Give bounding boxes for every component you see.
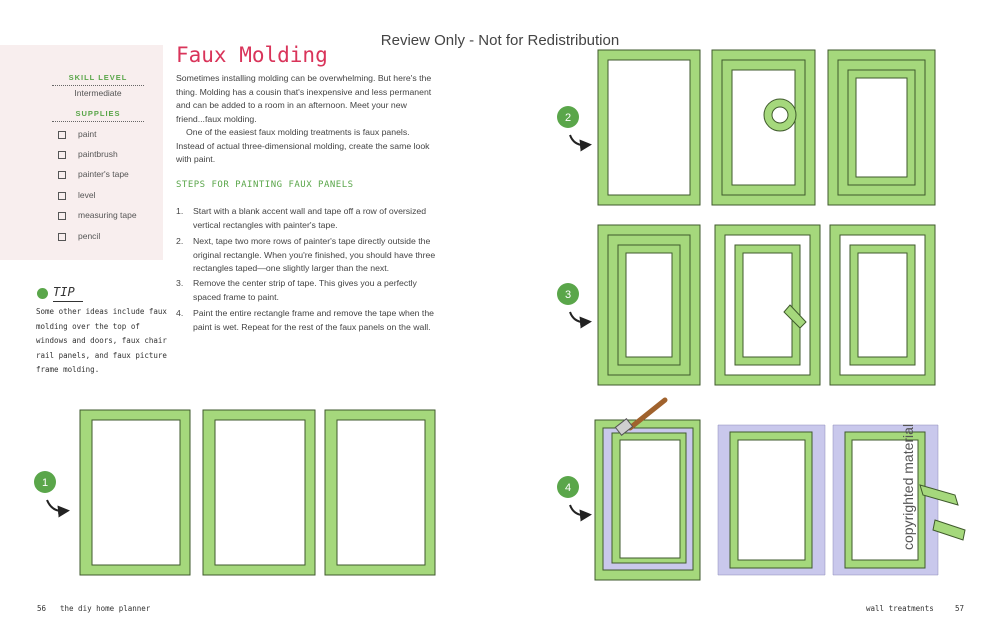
copyright-watermark: copyrighted material	[900, 423, 916, 550]
supply-label: pencil	[78, 231, 101, 241]
step-3-marker	[557, 283, 586, 322]
tape-frame	[203, 410, 315, 575]
step-number: 4.	[176, 308, 184, 318]
arrow-icon	[570, 505, 586, 515]
right-page-number: 57	[955, 604, 965, 613]
arrow-icon	[570, 135, 586, 145]
step-text: Start with a blank accent wall and tape off a row of oversized vertical rectangles with painter's tape.	[193, 206, 427, 230]
supplies-heading: SUPPLIES	[75, 109, 121, 118]
supply-label: measuring tape	[78, 210, 137, 220]
steps-heading: STEPS FOR PAINTING FAUX PANELS	[176, 180, 354, 190]
step-1-frames	[80, 410, 435, 575]
supply-label: paintbrush	[78, 149, 118, 159]
intro-paragraph: Sometimes installing molding can be overwhelming. But here's the thing. Molding has a cousin that's inexpensive and less permanent and can be added to a room in an afternoon. Meet your new friend...faux molding.	[176, 73, 432, 124]
tape-frame	[730, 432, 812, 568]
intro-paragraph: One of the easiest faux molding treatments is faux panels. Instead of actual three-dimensional molding, create the same look with paint.	[176, 127, 430, 164]
tape-frame	[325, 410, 435, 575]
skill-level-value: Intermediate	[74, 88, 122, 98]
tip-text: Some other ideas include faux molding over the top of windows and doors, faux chair rail panels, and faux picture frame molding.	[36, 307, 167, 374]
supply-label: painter's tape	[78, 169, 129, 179]
left-page-number: 56	[37, 604, 47, 613]
step-2-marker	[557, 106, 586, 145]
step-text: Next, tape two more rows of painter's tape directly outside the original rectangle. When you're finished, you should have three rectangles taped—one slightly larger than the next.	[193, 236, 436, 273]
tape-frame	[598, 50, 700, 205]
review-watermark: Review Only - Not for Redistribution	[380, 32, 620, 49]
tip-label: TIP	[53, 285, 75, 299]
right-running-title: wall treatments	[866, 604, 934, 613]
step-3-frames	[598, 225, 935, 385]
page-title: Faux Molding	[176, 43, 328, 67]
tape-roll-icon	[764, 99, 796, 131]
step-4-marker	[557, 476, 586, 515]
tape-frame	[850, 245, 915, 365]
tape-frame	[848, 70, 915, 185]
step-number: 2.	[176, 236, 184, 246]
arrow-icon	[47, 500, 64, 511]
tape-frame	[612, 433, 686, 563]
tape-frame	[722, 60, 805, 195]
step-number: 1.	[176, 206, 184, 216]
step-badge-number: 2	[564, 112, 572, 124]
step-1-marker	[34, 471, 64, 511]
step-text: Paint the entire rectangle frame and remove the tape when the paint is wet. Repeat for the rest of the faux panels on the wall.	[193, 308, 434, 332]
supply-label: paint	[78, 129, 97, 139]
supply-label: level	[78, 190, 96, 200]
step-badge-number: 3	[564, 289, 572, 301]
skill-level-heading: SKILL LEVEL	[68, 73, 128, 82]
arrow-icon	[570, 312, 586, 322]
step-number: 3.	[176, 278, 184, 288]
tape-frame	[618, 245, 680, 365]
left-running-title: the diy home planner	[60, 604, 151, 613]
step-badge-number: 1	[41, 477, 49, 489]
step-2-frames	[598, 50, 935, 205]
step-text: Remove the center strip of tape. This gives you a perfectly spaced frame to paint.	[193, 278, 417, 302]
tape-frame	[80, 410, 190, 575]
step-badge-number: 4	[564, 482, 572, 494]
